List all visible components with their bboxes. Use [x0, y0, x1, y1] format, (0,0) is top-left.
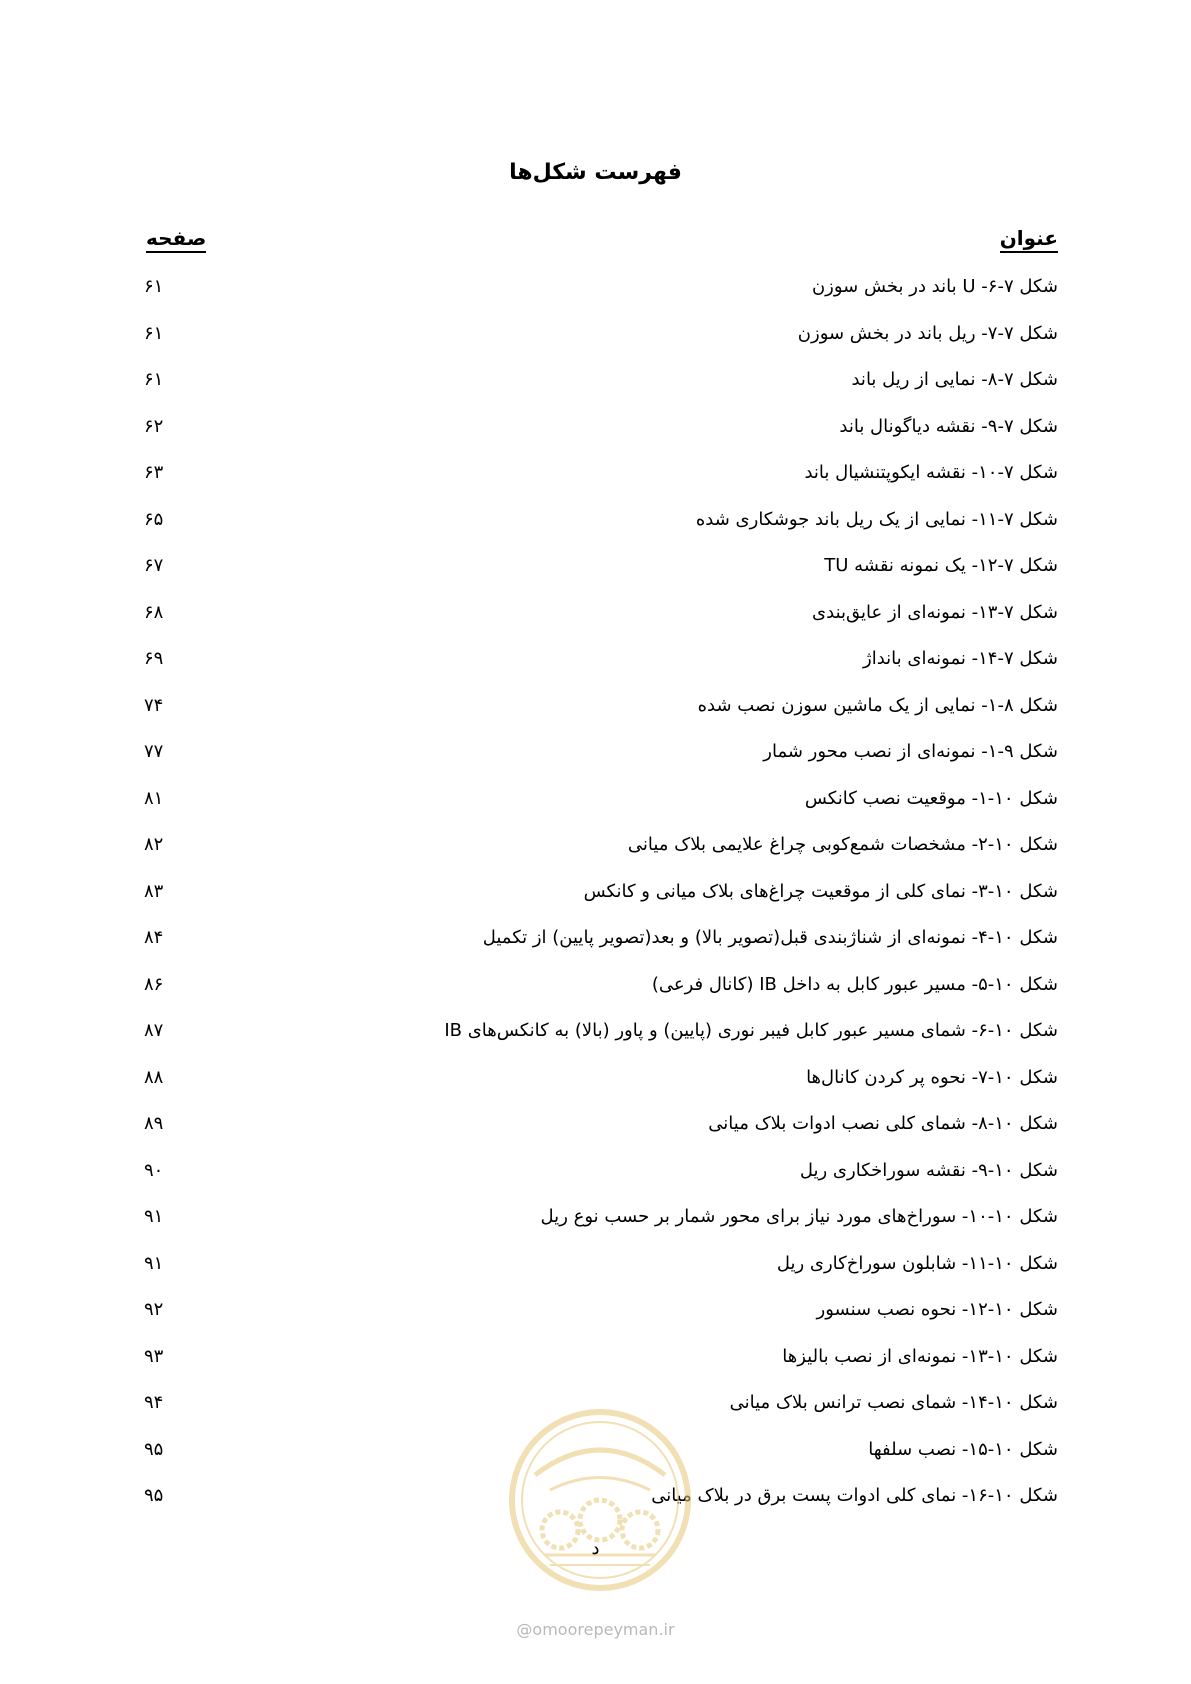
list-item: [0, 974, 1191, 1021]
figure-caption: شکل ۱۰-۲- مشخصات شمع‌کوبی چراغ علایمی بلاک میانی: [627, 834, 1058, 855]
figure-caption: شکل ۹-۱- نمونه‌ای از نصب محور شمار: [763, 741, 1058, 762]
list-item: [0, 1346, 1191, 1393]
watermark-url: @omoorepeyman.ir: [516, 1620, 675, 1639]
page-number: ۶۱: [144, 369, 164, 390]
page-number: ۸۱: [144, 787, 164, 809]
figure-caption: شکل ۷-۱۰- نقشه ایکوپتنشیال باند: [804, 462, 1058, 483]
figure-list: [0, 276, 1191, 1532]
page-number: ۹۳: [144, 1345, 164, 1367]
figure-caption: شکل ۷-۱۴- نمونه‌ای بانداژ: [863, 648, 1058, 669]
figure-caption: شکل ۱۰-۱۶- نمای کلی ادوات پست برق در بلاک میانی: [651, 1485, 1058, 1506]
list-item: [0, 1067, 1191, 1114]
page-number: ۸۲: [144, 834, 164, 855]
list-item: [0, 1206, 1191, 1253]
page-title: فهرست شکل‌ها: [509, 160, 682, 185]
list-item: [0, 1160, 1191, 1207]
list-item: [0, 369, 1191, 416]
page-number: ۶۸: [144, 601, 164, 623]
figure-caption: شکل ۷-۸- نمایی از ریل باند: [851, 369, 1058, 390]
list-item: [0, 276, 1191, 323]
figure-caption: شکل ۱۰-۱۴- شمای نصب ترانس بلاک میانی: [729, 1392, 1058, 1413]
page-number: ۶۷: [144, 555, 164, 576]
list-item: [0, 1020, 1191, 1067]
page-number: ۷۷: [144, 741, 164, 762]
page-number: ۹۰: [144, 1159, 164, 1181]
list-item: [0, 788, 1191, 835]
figure-caption: شکل ۷-۱۳- نمونه‌ای از عایق‌بندی: [812, 601, 1058, 623]
page-number: ۶۱: [144, 322, 164, 344]
list-item: [0, 555, 1191, 602]
page-marker: د: [591, 1538, 600, 1559]
figure-caption: شکل ۱۰-۶- شمای مسیر عبور کابل فیبر نوری (پایین) و پاور (بالا) به کانکس‌های IB: [444, 1020, 1058, 1041]
page-number: ۸۳: [144, 880, 164, 902]
page-number: ۸۷: [144, 1020, 164, 1041]
column-header-page: صفحه: [146, 226, 206, 253]
page-number: ۶۱: [144, 276, 164, 297]
list-item: [0, 602, 1191, 649]
page-number: ۶۵: [144, 508, 164, 530]
list-item: [0, 741, 1191, 788]
list-item: [0, 416, 1191, 463]
list-item: [0, 323, 1191, 370]
page-number: ۶۲: [144, 415, 164, 437]
list-item: [0, 648, 1191, 695]
list-item: [0, 1299, 1191, 1346]
page-number: ۹۴: [144, 1392, 164, 1413]
page-number: ۷۴: [144, 694, 164, 716]
page-number: ۸۸: [144, 1066, 164, 1088]
list-item: [0, 1113, 1191, 1160]
list-item: [0, 1253, 1191, 1300]
figure-caption: شکل ۷-۱۱- نمایی از یک ریل باند جوشکاری شده: [695, 508, 1058, 530]
list-item: [0, 881, 1191, 928]
figure-caption: شکل ۱۰-۹- نقشه سوراخکاری ریل: [799, 1159, 1058, 1181]
page-number: ۹۵: [144, 1438, 164, 1460]
column-header-caption: عنوان: [1000, 226, 1058, 253]
figure-caption: شکل ۷-۶- U باند در بخش سوزن: [811, 276, 1058, 297]
list-item: [0, 927, 1191, 974]
figure-caption: شکل ۱۰-۱۳- نمونه‌ای از نصب بالیزها: [782, 1345, 1058, 1367]
figure-caption: شکل ۱۰-۱۵- نصب سلفها: [868, 1438, 1058, 1460]
page-number: ۹۲: [144, 1299, 164, 1320]
figure-caption: شکل ۷-۱۲- یک نمونه نقشه TU: [824, 555, 1058, 576]
figure-caption: شکل ۱۰-۱۲- نحوه نصب سنسور: [816, 1299, 1058, 1320]
figure-caption: شکل ۱۰-۱۱- شابلون سوراخ‌کاری ریل: [776, 1252, 1058, 1274]
list-item: [0, 509, 1191, 556]
figure-caption: شکل ۷-۷- ریل باند در بخش سوزن: [797, 322, 1058, 344]
page-number: ۸۴: [144, 927, 164, 948]
page-number: ۹۵: [144, 1485, 164, 1506]
list-item: [0, 834, 1191, 881]
figure-caption: شکل ۱۰-۳- نمای کلی از موقعیت چراغ‌های بلاک میانی و کانکس: [583, 880, 1058, 902]
page-number: ۶۳: [144, 462, 164, 483]
figure-caption: شکل ۱۰-۱- موقعیت نصب کانکس: [804, 787, 1058, 809]
watermark-logo-icon: [505, 1405, 695, 1595]
page-number: ۸۹: [144, 1113, 164, 1134]
figure-caption: شکل ۱۰-۷- نحوه پر کردن کانال‌ها: [806, 1066, 1058, 1088]
page-number: ۶۹: [144, 648, 164, 669]
figure-caption: شکل ۷-۹- نقشه دیاگونال باند: [839, 415, 1058, 437]
figure-caption: شکل ۱۰-۵- مسیر عبور کابل به داخل IB (کانال فرعی): [651, 973, 1058, 995]
page-number: ۹۱: [144, 1252, 164, 1274]
page-number: ۹۱: [144, 1206, 164, 1227]
figure-caption: شکل ۱۰-۱۰- سوراخ‌های مورد نیاز برای محور شمار بر حسب نوع ریل: [540, 1206, 1058, 1227]
list-item: [0, 695, 1191, 742]
figure-caption: شکل ۱۰-۸- شمای کلی نصب ادوات بلاک میانی: [708, 1113, 1058, 1134]
figure-caption: شکل ۱۰-۴- نمونه‌ای از شناژبندی قبل(تصویر بالا) و بعد(تصویر پایین) از تکمیل: [482, 927, 1058, 948]
figure-caption: شکل ۸-۱- نمایی از یک ماشین سوزن نصب شده: [697, 694, 1058, 716]
page-number: ۸۶: [144, 973, 164, 995]
list-item: [0, 462, 1191, 509]
